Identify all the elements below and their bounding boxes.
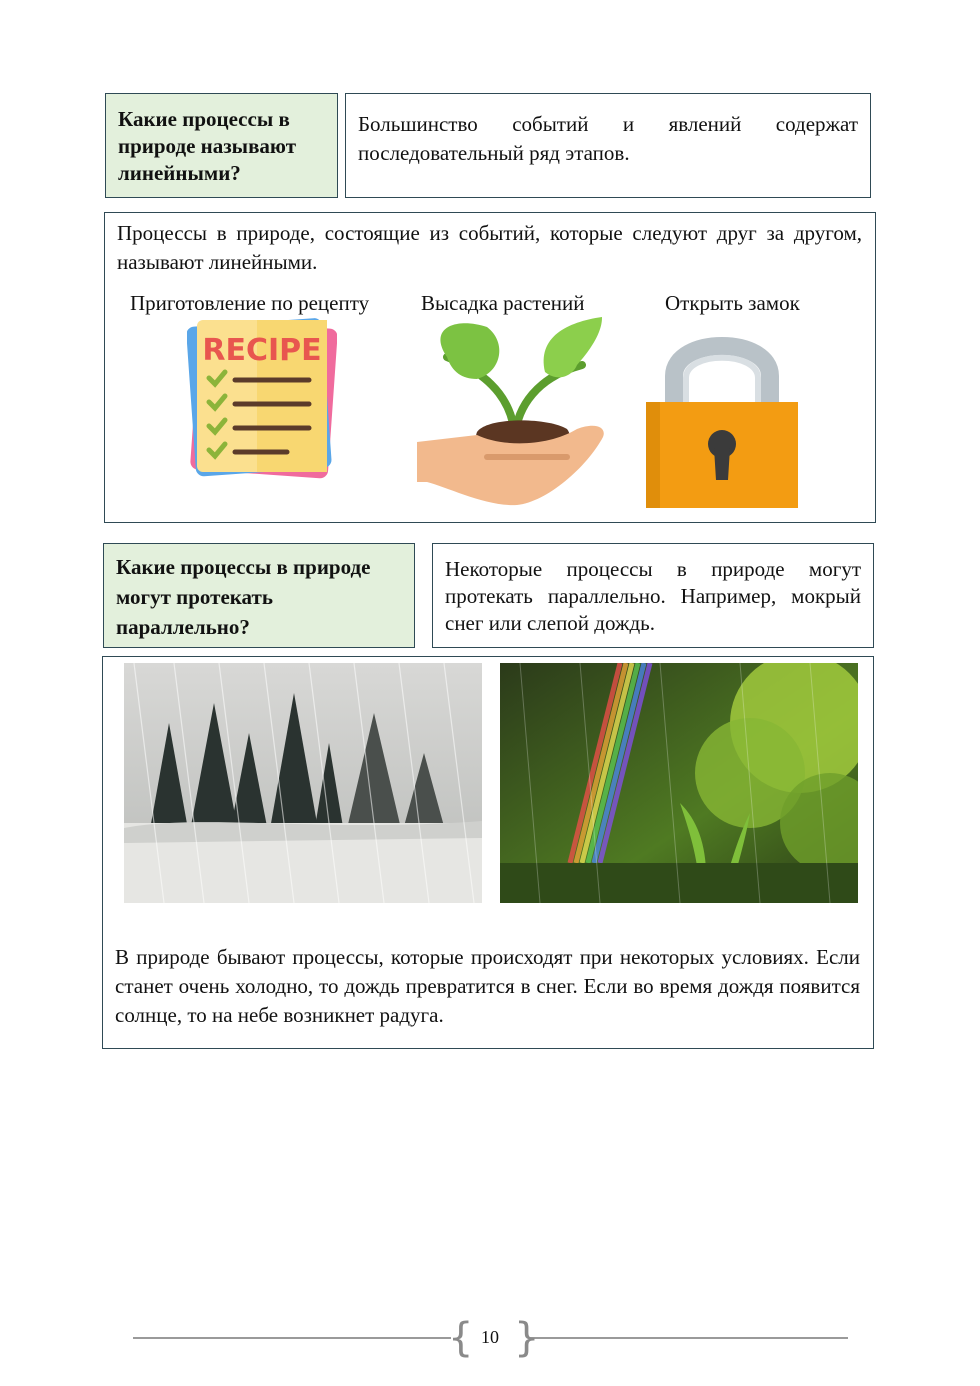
example-caption-recipe: Приготовление по рецепту xyxy=(130,291,370,315)
answer-box-parallel xyxy=(432,543,874,648)
page-number: 10 xyxy=(481,1327,499,1347)
question-linear: Какие процессы в природе называют линейными? xyxy=(118,107,297,185)
example-caption-lock: Открыть замок xyxy=(665,291,800,315)
answer-linear: Большинство событий и явлений содержат последовательный ряд этапов. xyxy=(358,112,858,165)
recipe-icon xyxy=(187,316,337,481)
seedling-hand-icon xyxy=(417,317,612,509)
question-box-parallel xyxy=(103,543,415,648)
example-caption-plants: Высадка растений xyxy=(421,291,585,315)
linear-examples-box xyxy=(104,212,876,523)
question-parallel: Какие процессы в природе могут протекать параллельно? xyxy=(116,555,371,639)
answer-box-linear xyxy=(345,93,871,198)
parallel-photos-box xyxy=(102,656,874,1049)
footer-bracket-left: { xyxy=(448,1315,474,1361)
question-box-linear xyxy=(105,93,338,198)
parallel-explanation: В природе бывают процессы, которые происходят при некоторых условиях. Если станет очень холодно, то дождь превратится в снег. Если во время дождя появится солнце, то на небе возникнет радуга. xyxy=(115,945,860,1027)
footer-bracket-right: } xyxy=(514,1315,540,1361)
padlock-icon xyxy=(646,316,798,511)
footer-line-right xyxy=(530,1337,848,1339)
rainbow-rain-photo xyxy=(500,663,858,903)
linear-definition: Процессы в природе, состоящие из событий, которые следуют друг за другом, называют линейными. xyxy=(117,221,862,274)
answer-parallel: Некоторые процессы в природе могут протекать параллельно. Например, мокрый снег или слепой дождь. xyxy=(445,557,861,635)
footer-line-left xyxy=(133,1337,451,1339)
wet-snow-photo xyxy=(124,663,482,903)
recipe-icon-text: RECIPE xyxy=(202,333,322,368)
